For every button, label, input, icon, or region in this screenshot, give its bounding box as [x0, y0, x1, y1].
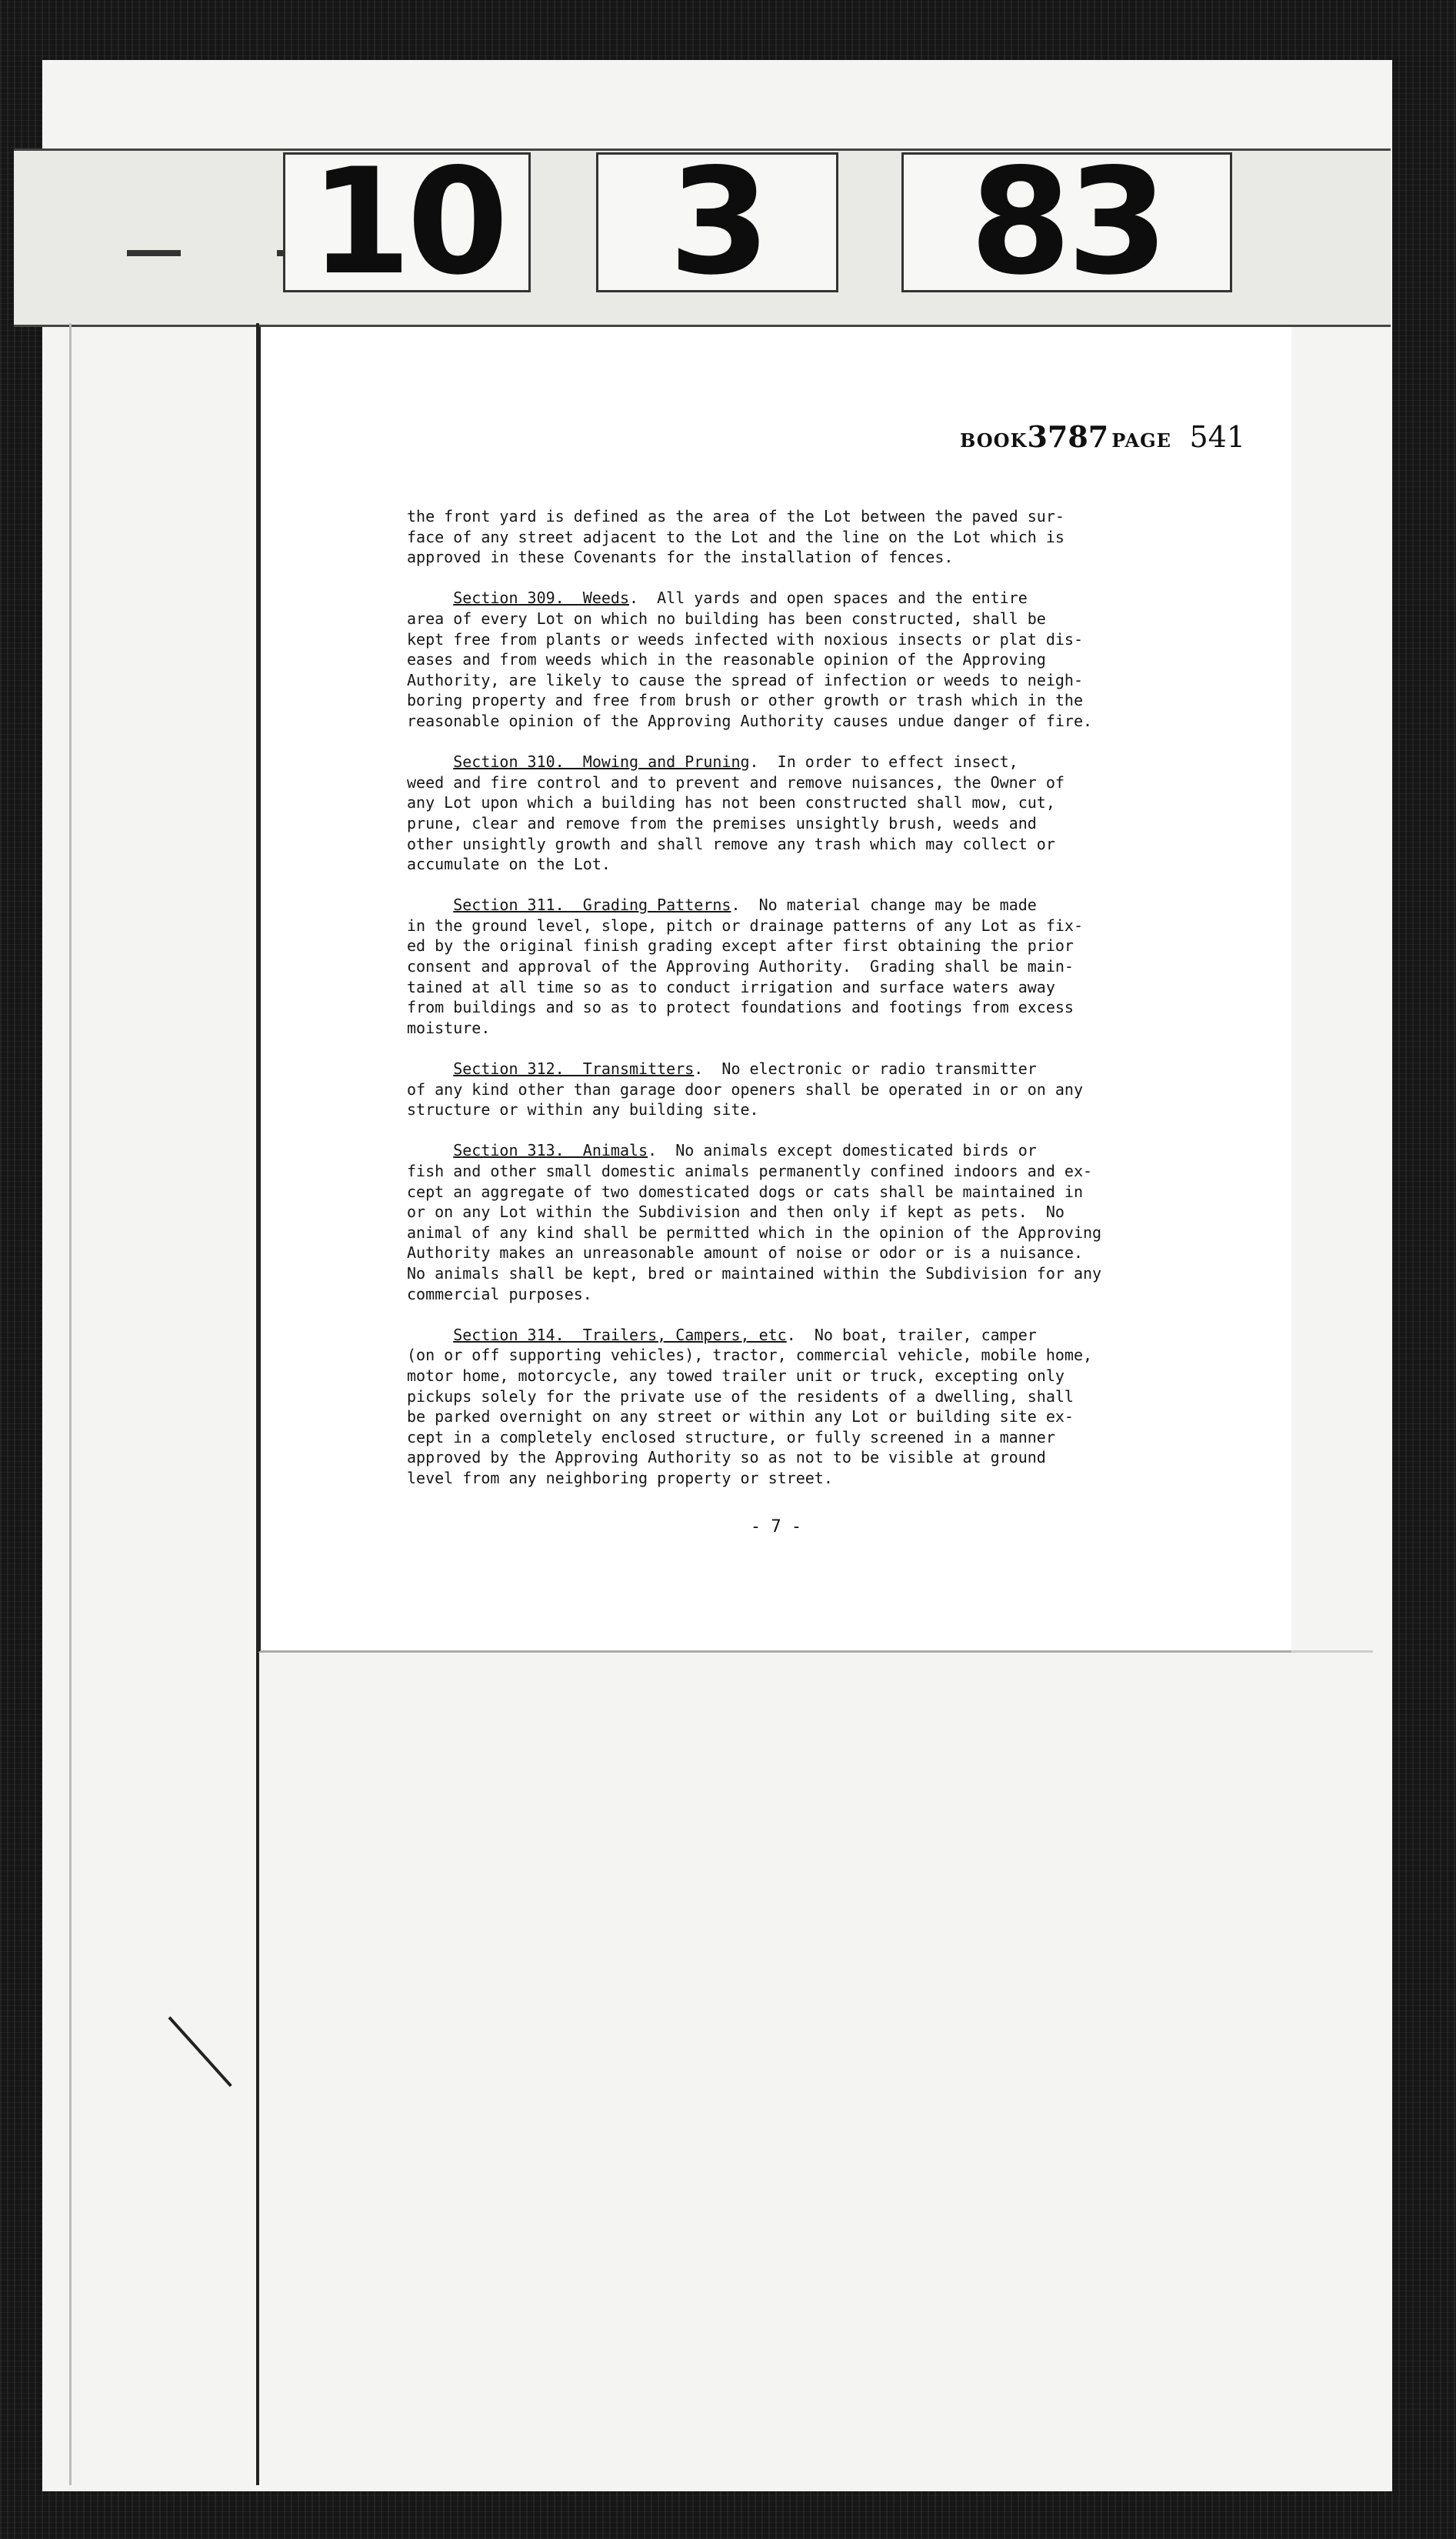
text-line: in the ground level, slope, pitch or drainage patterns of any Lot as fix-: [407, 916, 1083, 935]
text-line: the front yard is defined as the area of the Lot between the paved sur-: [407, 507, 1065, 525]
text-line: any Lot upon which a building has not been constructed shall mow, cut,: [407, 793, 1055, 812]
paragraph-first-line: [407, 1140, 1211, 1161]
text-line: of any kind other than garage door openers shall be operated in or on any: [407, 1079, 1083, 1099]
inner-sheet-edge: [69, 323, 259, 2485]
text-line: consent and approval of the Approving Authority. Grading shall be main-: [407, 957, 1074, 976]
body-text: [407, 506, 1211, 1509]
text-line: or on any Lot within the Subdivision and then only if kept as pets. No: [407, 1203, 1065, 1222]
text-line: No animals shall be kept, bred or maintained within the Subdivision for any: [407, 1263, 1102, 1283]
section-heading-continuation: . No material change may be made: [731, 896, 1037, 915]
document-page: [258, 327, 1291, 1653]
paragraph-first-line: [407, 895, 1211, 916]
text-line: commercial purposes.: [407, 1284, 592, 1303]
section-heading-continuation: . No animals except domesticated birds or: [648, 1141, 1037, 1160]
text-line: area of every Lot on which no building has been constructed, shall be: [407, 609, 1046, 628]
text-line: weed and fire control and to prevent and remove nuisances, the Owner of: [407, 772, 1065, 792]
text-line: be parked overnight on any street or within any Lot or building site ex-: [407, 1407, 1074, 1426]
section-heading-continuation: . No electronic or radio transmitter: [694, 1059, 1037, 1079]
text-line: tained at all time so as to conduct irrigation and surface waters away: [407, 977, 1055, 996]
paragraph: [407, 1325, 1211, 1489]
text-line: Authority, are likely to cause the spread of infection or weeds to neigh-: [407, 670, 1083, 689]
text-line: prune, clear and remove from the premises unsightly brush, weeds and: [407, 813, 1037, 832]
text-line: Authority makes an unreasonable amount of noise or odor or is a nuisance.: [407, 1243, 1083, 1263]
paragraph: [407, 588, 1211, 731]
section-heading: Section 313. Animals: [453, 1141, 648, 1160]
book-page-number: 541: [1189, 420, 1245, 454]
text-line: other unsightly growth and shall remove any trash which may collect or: [407, 834, 1055, 853]
section-heading-continuation: . In order to effect insect,: [749, 752, 1018, 772]
paragraph-first-line: [407, 1059, 1211, 1079]
text-line: eases and from weeds which in the reasonable opinion of the Approving: [407, 650, 1046, 669]
text-line: pickups solely for the private use of the residents of a dwelling, shall: [407, 1386, 1074, 1406]
text-line: moisture.: [407, 1018, 491, 1037]
text-line: accumulate on the Lot.: [407, 855, 611, 874]
text-line: from buildings and so as to protect foundations and footings from excess: [407, 998, 1074, 1017]
text-line: fish and other small domestic animals permanently confined indoors and ex-: [407, 1162, 1093, 1180]
paragraph-first-line: [407, 588, 1211, 609]
section-heading: Section 309. Weeds: [453, 589, 629, 608]
text-line: reasonable opinion of the Approving Authority causes undue danger of fire.: [407, 711, 1093, 730]
paragraph: [407, 1140, 1211, 1304]
text-line: face of any street adjacent to the Lot and the line on the Lot which is: [407, 527, 1065, 546]
date-month-card: 10: [283, 152, 531, 292]
text-line: cept an aggregate of two domesticated dogs or cats shall be maintained in: [407, 1182, 1083, 1201]
text-line: kept free from plants or weeds infected with noxious insects or plat dis-: [407, 629, 1083, 649]
book-label: BOOK: [960, 429, 1028, 452]
text-line: ed by the original finish grading except after first obtaining the prior: [407, 936, 1074, 956]
text-line: (on or off supporting vehicles), tractor, commercial vehicle, mobile home,: [407, 1346, 1093, 1365]
strip-dash-mark: [127, 250, 181, 256]
paragraph-first-line: [407, 1325, 1211, 1346]
paragraph: [407, 506, 1211, 568]
text-line: animal of any kind shall be permitted which in the opinion of the Approving: [407, 1223, 1102, 1242]
page-label: PAGE: [1111, 429, 1171, 452]
section-heading: Section 311. Grading Patterns: [453, 896, 731, 915]
paragraph-first-line: [407, 752, 1211, 772]
book-page-reference: [960, 419, 1245, 454]
text-line: approved in these Covenants for the installation of fences.: [407, 548, 954, 567]
section-heading-continuation: . No boat, trailer, camper: [786, 1325, 1037, 1344]
page-footer-number: - 7 -: [750, 1517, 802, 1536]
section-heading-continuation: . All yards and open spaces and the entire: [629, 589, 1028, 608]
section-heading: Section 310. Mowing and Pruning: [453, 752, 750, 772]
text-line: boring property and free from brush or other growth or trash which in the: [407, 691, 1083, 710]
text-line: approved by the Approving Authority so as not to be visible at ground: [407, 1448, 1046, 1467]
text-line: structure or within any building site.: [407, 1100, 759, 1119]
paragraph: [407, 752, 1211, 875]
text-line: cept in a completely enclosed structure, or fully screened in a manner: [407, 1427, 1055, 1446]
date-year-card: 83: [901, 152, 1232, 292]
paragraph: [407, 1059, 1211, 1120]
text-line: motor home, motorcycle, any towed trailer unit or truck, excepting only: [407, 1366, 1065, 1385]
date-day-card: 3: [596, 152, 838, 292]
book-number: 3787: [1027, 419, 1109, 454]
section-heading: Section 312. Transmitters: [453, 1059, 695, 1079]
section-heading: Section 314. Trailers, Campers, etc: [453, 1325, 787, 1344]
paragraph: [407, 895, 1211, 1038]
text-line: level from any neighboring property or street.: [407, 1468, 833, 1487]
